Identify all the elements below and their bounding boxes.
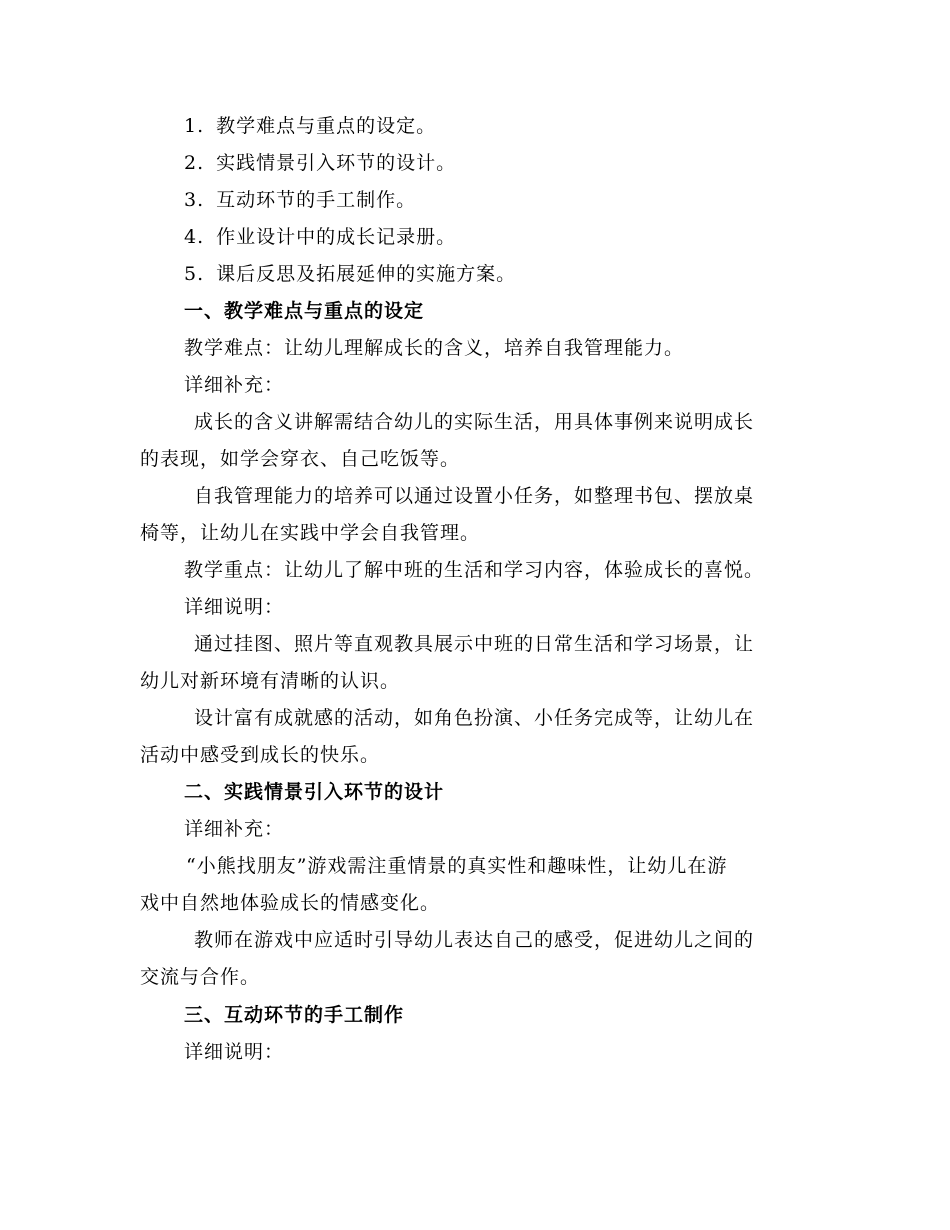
- paragraph-line: 自我管理能力的培养可以通过设置小任务，如整理书包、摆放桌: [194, 485, 755, 507]
- paragraph-line: 活动中感受到成长的快乐。: [140, 744, 381, 766]
- paragraph-line: 教师在游戏中应适时引导幼儿表达自己的感受，促进幼儿之间的: [194, 929, 755, 951]
- list-item-number: 5.: [184, 263, 205, 285]
- paragraph-line: 交流与合作。: [140, 966, 261, 988]
- paragraph-line: 戏中自然地体验成长的情感变化。: [140, 892, 441, 914]
- list-item-number: 4.: [184, 226, 205, 248]
- paragraph-line: “小熊找朋友”游戏需注重情景的真实性和趣味性，让幼儿在游: [186, 855, 728, 877]
- section-heading: 二、实践情景引入环节的设计: [184, 781, 445, 803]
- list-item-number: 2.: [184, 152, 205, 174]
- section-heading: 三、互动环节的手工制作: [184, 1004, 405, 1026]
- list-item-text: 教学难点与重点的设定。: [216, 115, 437, 137]
- label-text: 详细说明：: [184, 596, 285, 618]
- list-item: [184, 113, 436, 139]
- label-text: 详细补充：: [184, 818, 285, 840]
- paragraph-line: 通过挂图、照片等直观教具展示中班的日常生活和学习场景，让: [194, 633, 755, 655]
- paragraph-line: 的表现，如学会穿衣、自己吃饭等。: [140, 448, 461, 470]
- section-heading: 一、教学难点与重点的设定: [184, 300, 425, 322]
- paragraph-line: 成长的含义讲解需结合幼儿的实际生活，用具体事例来说明成长: [194, 411, 755, 433]
- list-item-text: 作业设计中的成长记录册。: [216, 226, 457, 248]
- list-item-number: 3.: [184, 189, 205, 211]
- list-item: [184, 261, 516, 287]
- label-text: 详细补充：: [184, 374, 285, 396]
- paragraph-line: 幼儿对新环境有清晰的认识。: [140, 670, 401, 692]
- list-item-number: 1.: [184, 115, 205, 137]
- label-text: 详细说明：: [184, 1041, 285, 1063]
- paragraph-line: 教学难点：让幼儿理解成长的含义，培养自我管理能力。: [184, 337, 685, 359]
- list-item-text: 实践情景引入环节的设计。: [216, 152, 457, 174]
- paragraph-line: 教学重点：让幼儿了解中班的生活和学习内容，体验成长的喜悦。: [184, 559, 765, 581]
- paragraph-line: 椅等，让幼儿在实践中学会自我管理。: [140, 522, 481, 544]
- list-item: [184, 224, 456, 250]
- list-item: [184, 187, 416, 213]
- list-item: [184, 150, 456, 176]
- paragraph-line: 设计富有成就感的活动，如角色扮演、小任务完成等，让幼儿在: [194, 707, 755, 729]
- list-item-text: 互动环节的手工制作。: [216, 189, 417, 211]
- list-item-text: 课后反思及拓展延伸的实施方案。: [216, 263, 517, 285]
